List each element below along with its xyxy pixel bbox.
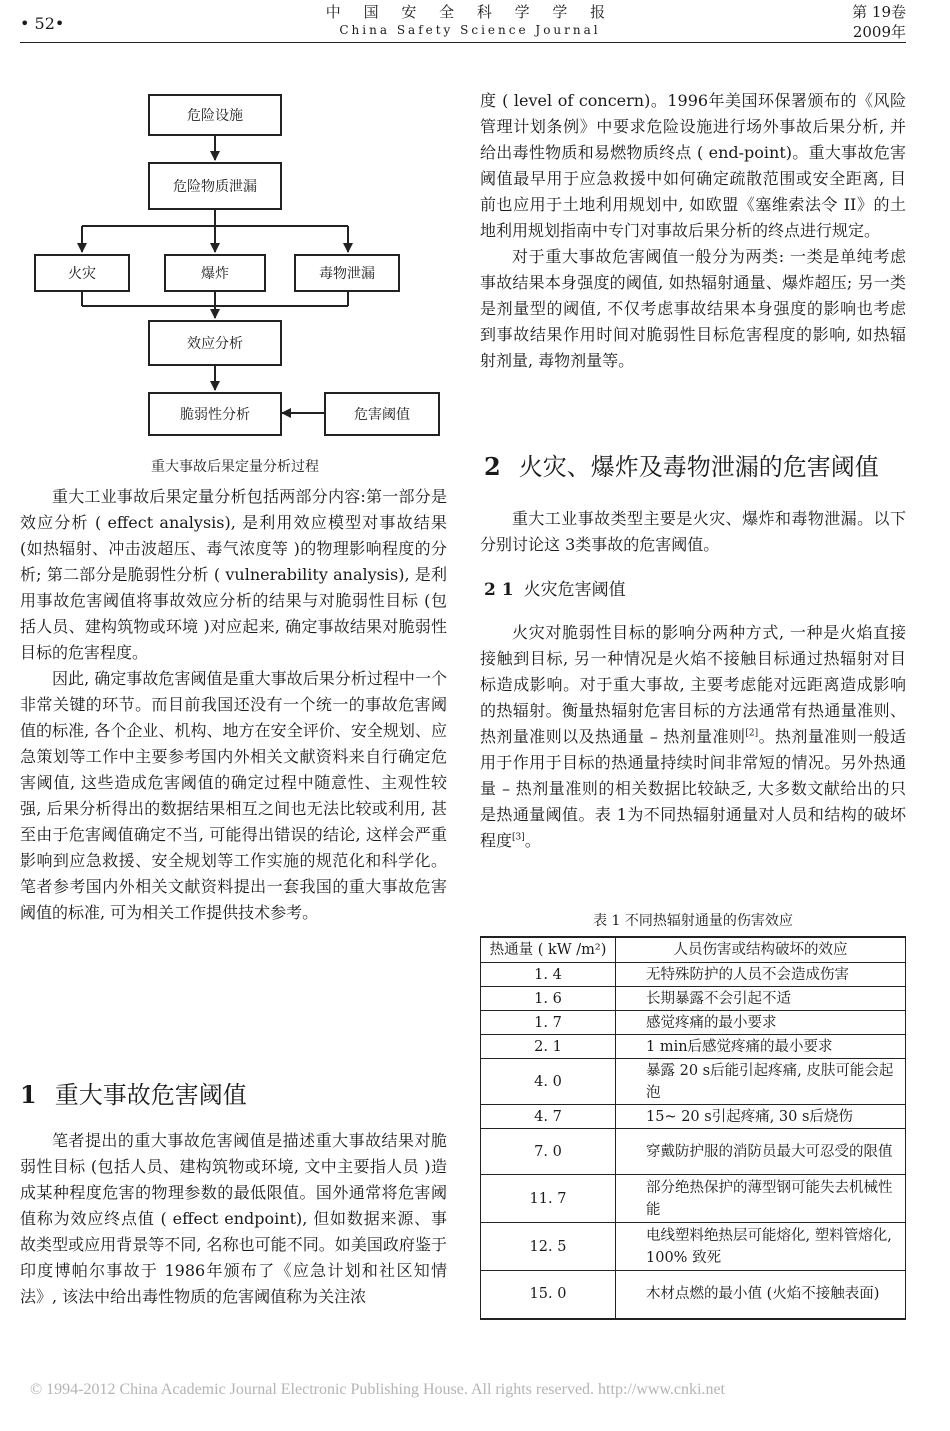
cell-heat-flux: 7. 0 xyxy=(481,1129,616,1175)
table-row xyxy=(481,1271,906,1319)
header-effect: 人员伤害或结构破坏的效应 xyxy=(616,937,906,963)
section-1-heading xyxy=(20,1080,247,1110)
box-hazardous-release: 危险物质泄漏 xyxy=(148,162,282,210)
table-row xyxy=(481,1129,906,1175)
section-2-heading xyxy=(484,452,879,482)
box-effect-analysis: 效应分析 xyxy=(148,320,282,366)
table-row xyxy=(481,987,906,1011)
table-row xyxy=(481,1105,906,1129)
cell-heat-flux: 1. 4 xyxy=(481,963,616,987)
cell-heat-flux: 2. 1 xyxy=(481,1035,616,1059)
cell-heat-flux: 1. 7 xyxy=(481,1011,616,1035)
issue-info xyxy=(852,2,906,42)
paragraph: 度 ( level of concern)。1996年美国环保署颁布的《风险管理计划条例》中要求危险设施进行场外事故后果分析, 并给出毒性物质和易燃物质终点 ( end-point)。重大事故危害阈值最早用于应急救援中如何确定疏散范围或安全距离, 目前也应用于土地利用规划中, 如欧盟《塞维索法令 II》的土地利用规划指南中专门对事故后果分析的终点进行规定。 xyxy=(480,91,906,240)
box-toxic-release: 毒物泄漏 xyxy=(294,254,400,292)
volume-label: 第 19卷 xyxy=(852,3,906,21)
cell-heat-flux: 1. 6 xyxy=(481,987,616,1011)
flowchart xyxy=(0,0,460,450)
table-row xyxy=(481,1223,906,1271)
page-number: • 52• xyxy=(20,14,65,33)
cell-effect: 15~ 20 s引起疼痛, 30 s后烧伤 xyxy=(616,1105,906,1129)
subsection-title: 火灾危害阈值 xyxy=(523,580,626,600)
paragraph: 对于重大事故危害阈值一般分为两类: 一类是单纯考虑事故结果本身强度的阈值, 如热辐射通量、爆炸超压; 另一类是剂量型的阈值, 不仅考虑事故结果本身强度的影响也考虑到事故结果作用时间对脆弱性目标危害程度的影响, 如热辐射剂量, 毒物剂量等。 xyxy=(480,247,906,370)
cell-heat-flux: 15. 0 xyxy=(481,1271,616,1319)
right-column-fire xyxy=(480,620,906,854)
cell-effect: 无特殊防护的人员不会造成伤害 xyxy=(616,963,906,987)
cell-heat-flux: 4. 7 xyxy=(481,1105,616,1129)
table-header-row xyxy=(481,937,906,963)
cell-effect: 1 min后感觉疼痛的最小要求 xyxy=(616,1035,906,1059)
citation-3: [3] xyxy=(512,832,525,843)
paragraph: 重大工业事故后果定量分析包括两部分内容:第一部分是效应分析 ( effect analysis), 是利用效应模型对事故结果 (如热辐射、冲击波超压、毒气浓度等 )的物理影响程度的分析; 第二部分是脆弱性分析 ( vulnerability analysis), 是利用事故危害阈值将事故效应分析的结果与对脆弱性目标 (包括人员、建构筑物或环境 )对应起来, 确定事故结果对脆弱性目标的危害程度。 xyxy=(20,487,447,662)
paragraph: 因此, 确定事故危害阈值是重大事故后果分析过程中一个非常关键的环节。而目前我国还没有一个统一的事故危害阈值的标准, 各个企业、机构、地方在安全评价、安全规划、应急策划等工作中主要参考国内外相关文献资料来自行确定危害阈值, 这些造成危害阈值的确定过程中随意性、主观性较强, 后果分析得出的数据结果相互之间也无法比较或利用, 甚至由于危害阈值确定不当, 可能得出错误的结论, 这样会严重影响到应急救援、安全规划等工作实施的规范化和科学化。笔者参考国内外相关文献资料提出一套我国的重大事故危害阈值的标准, 可为相关工作提供技术参考。 xyxy=(20,669,447,922)
section-number: 1 xyxy=(20,1080,37,1109)
citation-2: [2] xyxy=(745,728,759,739)
table-row xyxy=(481,1175,906,1223)
cell-effect: 电线塑料绝热层可能熔化, 塑料管熔化, 100% 致死 xyxy=(616,1223,906,1271)
section-title: 重大事故危害阈值 xyxy=(54,1081,247,1109)
year-label: 2009年 xyxy=(852,23,906,41)
box-hazard-facility: 危险设施 xyxy=(148,94,282,136)
subsection-2-1-heading xyxy=(484,578,626,602)
text-run: 。 xyxy=(524,831,541,850)
subsection-number: 2 1 xyxy=(484,580,514,600)
cell-effect: 长期暴露不会引起不适 xyxy=(616,987,906,1011)
journal-title-cn: 中 国 安 全 科 学 学 报 xyxy=(325,3,615,21)
table-row xyxy=(481,1011,906,1035)
cell-effect: 穿戴防护服的消防员最大可忍受的限值 xyxy=(616,1129,906,1175)
left-column-intro xyxy=(20,484,447,926)
paragraph xyxy=(480,620,906,854)
heat-flux-table xyxy=(480,936,906,1320)
cell-effect: 感觉疼痛的最小要求 xyxy=(616,1011,906,1035)
cell-effect: 部分绝热保护的薄型钢可能失去机械性能 xyxy=(616,1175,906,1223)
text-run: 。热剂量准则一般适用于作用于目标的热通量持续时间非常短的情况。另外热通量 – 热剂量准则的相关数据比较缺乏, 大多数文献给出的只是热通量阈值。表 1为不同热辐射通量对人员和结构的破坏程度 xyxy=(480,727,906,850)
box-explosion: 爆炸 xyxy=(164,254,266,292)
box-hazard-threshold: 危害阈值 xyxy=(324,392,440,436)
left-column-section1 xyxy=(20,1128,447,1310)
cell-heat-flux: 4. 0 xyxy=(481,1059,616,1105)
table-body xyxy=(481,963,906,1319)
text-run: 火灾对脆弱性目标的影响分两种方式, 一种是火焰直接接触到目标, 另一种情况是火焰不接触目标通过热辐射对目标造成影响。对于重大事故, 主要考虑能对远距离造成影响的热辐射。衡量热辐射危害目标的方法通常有热通量准则、热剂量准则以及热通量 – 热剂量准则 xyxy=(480,623,906,746)
cell-heat-flux: 11. 7 xyxy=(481,1175,616,1223)
box-fire: 火灾 xyxy=(34,254,130,292)
right-column-top xyxy=(480,88,906,374)
table-row xyxy=(481,1059,906,1105)
header-heat-flux: 热通量 ( kW /m²) xyxy=(481,937,616,963)
right-column-section2 xyxy=(480,506,906,558)
table-row xyxy=(481,963,906,987)
cell-effect: 木材点燃的最小值 (火焰不接触表面) xyxy=(616,1271,906,1319)
cell-effect: 暴露 20 s后能引起疼痛, 皮肤可能会起泡 xyxy=(616,1059,906,1105)
box-vulnerability-analysis: 脆弱性分析 xyxy=(148,392,282,436)
figure-caption: 重大事故后果定量分析过程 xyxy=(151,459,319,475)
table-row xyxy=(481,1035,906,1059)
paragraph: 重大工业事故类型主要是火灾、爆炸和毒物泄漏。以下分别讨论这 3类事故的危害阈值。 xyxy=(480,509,906,554)
section-number: 2 xyxy=(484,452,501,481)
section-title: 火灾、爆炸及毒物泄漏的危害阈值 xyxy=(518,453,879,481)
table-caption: 表 1 不同热辐射通量的伤害效应 xyxy=(593,913,793,929)
journal-title-en: China Safety Science Journal xyxy=(339,23,601,37)
cell-heat-flux: 12. 5 xyxy=(481,1223,616,1271)
copyright-footer: © 1994-2012 China Academic Journal Electronic Publishing House. All rights reserved. http://www.cnki.net xyxy=(30,1381,725,1398)
flowchart-connectors xyxy=(0,0,460,450)
paragraph: 笔者提出的重大事故危害阈值是描述重大事故结果对脆弱性目标 (包括人员、建构筑物或环境, 文中主要指人员 )造成某种程度危害的物理参数的最低限值。国外通常将危害阈值称为效应终点值 ( effect endpoint), 但如数据来源、事故类型或应用背景等不同, 名称也可能不同。如美国政府鉴于印度博帕尔事故于 1986年颁布了《应急计划和社区知情法》, 该法中给出毒性物质的危害阈值称为关注浓 xyxy=(20,1131,447,1306)
